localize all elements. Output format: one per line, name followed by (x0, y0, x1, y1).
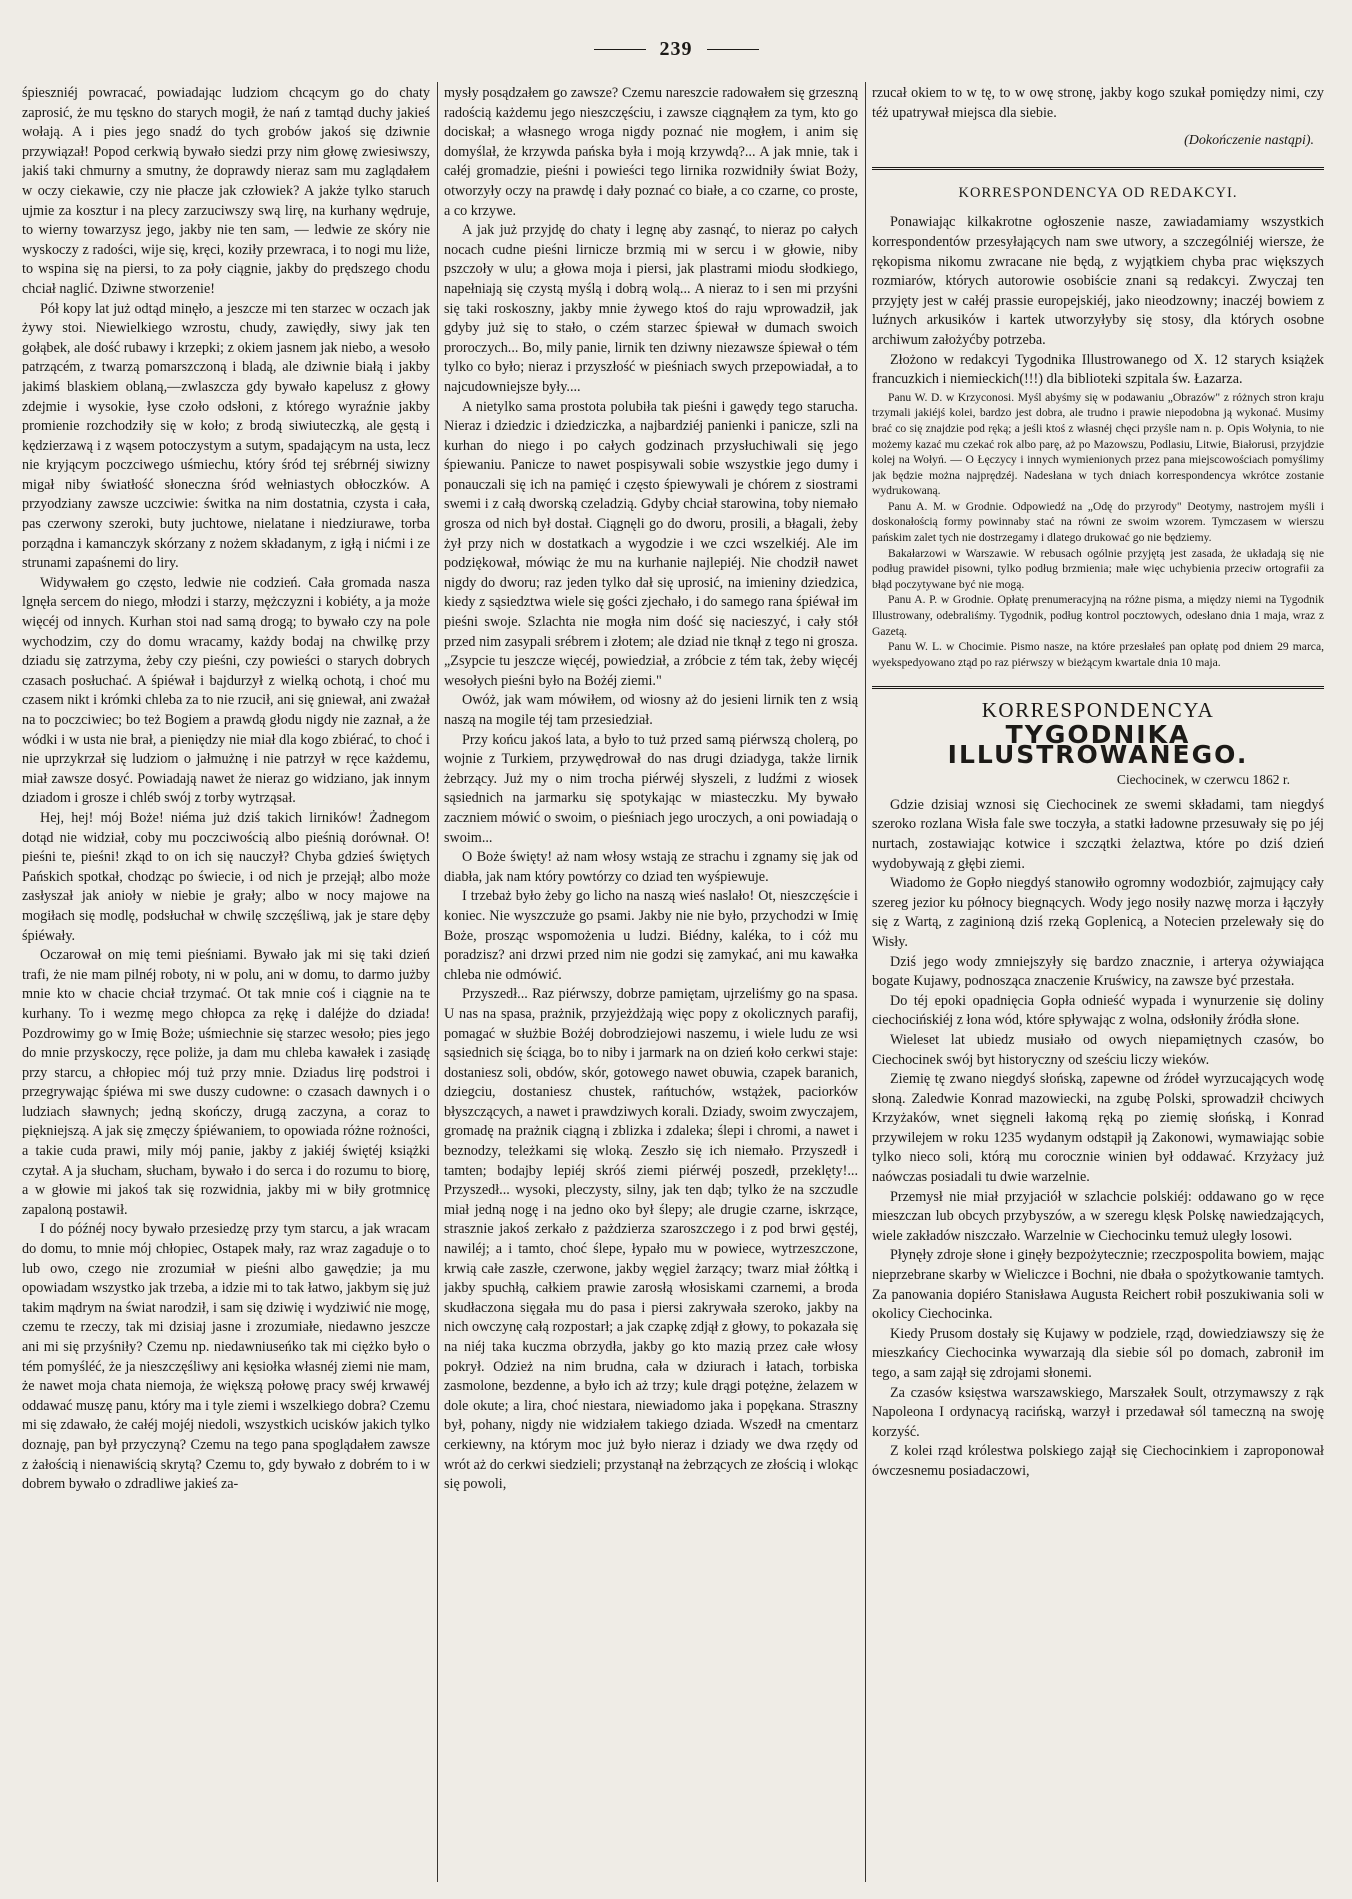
continuation-note: (Dokończenie nastąpi). (1184, 133, 1314, 149)
paragraph: Do téj epoki opadnięcia Gopła odnieść wypada i wynurzenie się doliny ciechocińskiéj z łona wód, które spływając z wolna, odsłoniły źródła słone. (872, 992, 1324, 1029)
paragraph: I trzebaż było żeby go licho na naszą wieś naslało! Ot, nieszczęście i koniec. Nie wyszczuże go psami. Jakby nie nie było, przychodzi w Imię Boże, prosząc wspomożenia u ludzi. Biédny, kaléka, to i cóż mu poradzisz? ani drzwi przed nim nie godzi się zamykać, ani mu kawałka chleba nie odmówić. (444, 888, 858, 983)
reply-item: Panu A. P. w Grodnie. Opłatę prenumeracyjną na różne pisma, a między niemi na Tygodnik Illustrowany, odebraliśmy. Tygodnik, podług kontrol pocztowych, odesłano dnia 1 maja, wraz z Gazetą. (872, 593, 1324, 638)
paragraph: Hej, hej! mój Boże! niéma już dziś takich lirników! Żadnegom dotąd nie widział, coby mu poczciwością albo pieśnią dorównał. O! pieśni te, pieśni! zkąd to on ich się nauczył? Chyba gdzieś świętych Pańskich spotkał, chodząc po świecie, i od nich je przejął; albo może zasłyszał jak anioły w niebie je grały; albo w nocy majowe na mogiłach się modlę, podsłuchał w chwilę szczęśliwą, jak je stare dęby śpiéwały. (22, 809, 430, 944)
reply-item: Panu W. L. w Chocimie. Pismo nasze, na które przesłałeś pan opłatę pod dniem 29 marca, wyekspedyowano ztąd po raz piérwszy w bieżącym kwartale dnia 10 maja. (872, 640, 1324, 669)
reply-item: Panu W. D. w Krzyconosi. Myśl abyśmy się w podawaniu „Obrazów" z różnych stron kraju trzymali jakiéjś kolei, bardzo jest dobra, ale trudno i prawie niepodobna ją wykonać. Musimy brać co się znajdzie pod ręką; a jeśli ktoś z własnéj chęci przyśle nam n. p. Opis Wołynia, to nie możemy kazać mu czekać rok albo parę, aż po Mazowszu, Podlasiu, Litwie, Białorusi, przyjdzie kolej na Wołyń. — O Łęczycy i innych wymienionych przez pana miejscowościach pomyślimy jak będzie można najprędzéj. Nadesłana w tych dniach korrespondencya wkrótce zostanie wydrukowaną. (872, 390, 1324, 498)
section-title-publication: TYGODNIKA ILLUSTROWANEGO. (947, 720, 1249, 769)
paragraph: I do późnéj nocy bywało przesiedzę przy tym starcu, a jak wracam do domu, to mnie mój chłopiec, Ostapek mały, raz wraz zagaduje o to lub owo, czego nie zrozumiał w pieśni albo gawędzie; ja mu opowiadam wszystko jak trzeba, a idzie mi to tak łatwo, jakbym się już takim mądrym na świat narodził, i sam się dziwię i wydziwić nie mogę, czemu te rzeczy, tak mi dzisiaj jasne i zrozumiałe, niedawno jeszcze ani mi się przyśniły? Czemu np. niedawniuseńko tak mi ciężko było o tém pomyśléć, że ja nieszczęśliwy ani kęsiołka własnéj ziemi nie mam, że nawet moja chata niemoja, że większą połowę pracy swéj krwawéj oddawać muszę panu, który ma i tyle ziemi i wszelkiego dobra? Czemu mi się zdawało, że całéj mojéj niedoli, wszystkich ucisków jakich tylko doznaję, pan był przyczyną? Czemu na tego pana spoglądałem zawsze z żałością i nienawiścią skrytą? Czemu to, gdy bywało z dobrém to i w dobrem bywało o zdradliwe jakieś za- (22, 1221, 430, 1493)
paragraph: O Boże święty! aż nam włosy wstają ze strachu i zgnamy się jak od diabła, jak nam który powtórzy co dziad ten wyśpiewuje. (444, 849, 858, 885)
paragraph: A nietylko sama prostota polubiła tak pieśni i gawędy tego staruchа. Nieraz i dziedzic i dziedziczka, a najbardziéj panienki i panicze, szli na kurhan do niego i po całych godzinach przysłuchiwali się jego śpiewaniu. Panicze to nawet pospisywali sobie wszystkie jego dumy i ponauczali się ich na pamięć i często śpiewywali je chórem z siostrami swemi i z całą dworską czeladzią. Gdyby chciał starowina, toby niemało grosza od nich był dostał. Ciągnęli go do dworu, prosili, a błagali, żeby żył przy nich w dostatkach a wygodzie i we czci wszelkiéj. Ale im podziękował, mówiąc że mu na kurhanie najlepiéj. Nie chodził nawet nigdy do dworu; raz jeden tylko dał się uprosić, na imieniny dziedzica, kiedy z sąsiedztwa wiele się gości zjechało, i do samego rana śpiéwał im pieśni swoje. Szlachta nie mogła nim dość się nacieszyć, i cały stół przed nim zasypali srébrem i złotem; ale dziad nie tknął z tego ni grosza. „Zsypcie tu jeszcze więcéj, powiedział, a zróbcie z tém tak, żeby więcéj wesołych pieśni było na Bożéj ziemi." (444, 398, 858, 689)
section-divider (872, 167, 1324, 170)
column-3 (872, 84, 1324, 1884)
reply-item: Bakałarzowi w Warszawie. W rebusach ogólnie przyjętą jest zasada, że układają się nie podług prawideł pisowni, tylko podług brzmienia; małe więc uchybienia przeciw ortografii za błąd poczytywane być nie mogą. (872, 546, 1324, 591)
column-1 (22, 84, 430, 1884)
column-divider-1 (437, 82, 438, 1882)
paragraph: rzucał okiem to w tę, to w owę stronę, jakby kogo szukał pomiędzy nimi, czy téż upatrywał miejsca dla siebie. (872, 85, 1324, 121)
paragraph: Przyszedł... Raz piérwszy, dobrze pamiętam, ujrzeliśmy go na spasa. U nas na spasa, prażnik, przyjeżdżają więc popy z okolicznych parafij, pomagać w służbie Bożéj dobrodziejowi naszemu, i wiele ludu ze wsi sąsiednich się ściąga, bo to niby i jarmark na on dzień koło cerkwi staje: dostaniesz soli, obdów, skór, gotowego nawet obuwia, czapek baranich, dziegciu, dostaniesz chustek, rańtuchów, wstążek, paciorków błyszczących, a nawet i prawdziwych korali. Dziady, swoim zwyczajem, gromadę na prażnik ciągną i zblizka i zdaleka; ślepi i chromi, a nawet i beznodzy, teleżkami się wloką. Zeszło się ich niemało. Przyszedł i tamten; bodajby lepiéj skróś ziemi piérwéj poszedł, przeklęty!... Przyszedł... wysoki, pleczysty, silny, jak ten dąb; tylko że na szczudle miał jedną nogę i na jedno oko był ślepy; ale drugie czarne, iskrzące, strasznie jakoś zerkało z pażdzierza szaroszczego i z pod brwi gęstéj, nawiléj; a i tamto, choć ślepe, łypało mu w powiece, wytrzeszczone, krwią całe zaszłe, czerwone, jakby węgiel żarzący; twarz miał żółtką i jakby spuchłą, całkiem prawie zarosłą włosiskami czarnemi, a broda skudłaczona sięgała mu do pasa i piersi zakrywała szeroko, jakby na nich owczynę całą rozpostarł; a jak czapkę zdjął z głowy, to pokazała się na niéj taka kuczma obrzydła, jakby go kto mazią przez całe włosy pokrył. Odzież na nim brudna, cała w dziurach i łatach, torbiska zasmolone, bezdenne, a było ich aż trzy; kule drągi potężne, żelazem w dole okute; a lira, choć niestara, niewiadomo jaka i popękana. Straszny był, pohany, nigdy nie widziałem takiego dziada. Wszedł na cmentarz cerkiewny, na którym moc już było nieraz i dziady we dwa rzędy od wrót aż do cerkwi siedzieli; przystanął na żebrzących ze złością i wlokąc się powoli, (444, 986, 858, 1493)
paragraph: Wieleset lat ubiedz musiało od owych niepamiętnych czasów, bo Ciechocinek swój byt historyczny od sześciu liczy wieków. (872, 1031, 1324, 1068)
section-divider (872, 686, 1324, 689)
paragraph: Gdzie dzisiaj wznosi się Ciechocinek ze swemi składami, tam niegdyś szeroko rozlana Wisła fale swe toczyła, a statki ładowne przesuwały się po jéj nurtach, zostawiając kotwice i szczątki żelaztwa, które po dziś dzień wydobywają z głębi ziemi. (872, 796, 1324, 872)
correspondent-replies (872, 390, 1324, 671)
paragraph: Ziemię tę zwano niegdyś słońską, zapewne od źródeł wyrzucających wodę słoną. Zaledwie Konrad mazowiecki, na zgubę Polski, sprowadził chciwych Krzyżaków, wnet sięgneli łakomą ręką po ziemię słońską, i Konrad przywilejem w roku 1235 wydanym odstąpił ją Zakonowi, wymawiając sobie tylko nieco soli, którą mu corocznie winien był oddawać. Krzyżacy już naówczas posiadali tu dwie warzelnie. (872, 1071, 1324, 1186)
reply-item: Panu A. M. w Grodnie. Odpowiedź na „Odę do przyrody" Deotymy, nastrojem myśli i doskonałością formy powinnaby stać na równi ze swoim wzorem. Tymczasem w wierszu pańskim zalet tych nie dostrzegamy i dlatego drukować go nie będziemy. (872, 499, 1324, 545)
paragraph: A jak już przyjdę do chaty i legnę aby zasnąć, to nieraz po całych nocach cudne pieśni lirnicze brzmią mi w sercu i w głowie, niby pszczoły w ulu; a głowa moja i piersi, jak plastrami miodu słodkiego, napełniają się czystą myślą i dobrą wolą... A nieraz to i sen mi przyśni się taki roskoszny, jakby mnie żywego ktoś do raju wprowadził, jak gdyby już się to stało, o czém starzec śpiewał w dumach swoich proroczych... Bo, mily panie, lirnik ten dziwny niezawsze śpiewał o tém tylko co było; nieraz i przyszłość w pieśniach swych przepowiadał, a to najcudowniejsze były.... (444, 222, 858, 395)
paragraph: Płynęły zdroje słone i ginęły bezpożytecznie; rzeczpospolita bowiem, mając nieprzebrane skarby w Wieliczce i Bochni, nie dbała o spożytkowanie tamtych. Za panowania dopiéro Stanisława Augusta Reichert robił poszukiwania soli w okolicy Ciechocinka. (872, 1247, 1324, 1323)
paragraph: Oczarował on mię temi pieśniami. Bywało jak mi się taki dzień trafi, że nie mam pilnéj roboty, ni w polu, ani w domu, to darmo jużby mnie kto w chacie chciał trzymać. Ot tak mnie coś i ciągnie na te kurhany. To i wezmę mego chłopca za rękę i daléjże do dziada! Pozdrowimy go w Imię Boże; uśmiechnie się starzec wesoło; pies jego do mnie przyskoczy, ręce poliże, ja dam mu chleba kawałek i zasiądę przy starcu, a chłopiec mój tuż przy mnie. Dziadus lirę podstroi i przegrywając śpiéwa mi swe duszy cudowne: o czasach dawnych i o ludziach sławnych; jedną skończy, drugą zaczyna, a coraz to piękniejszą. A jak się zmęczy śpiéwaniem, to opowiada różne rożności, a takie cuda prawi, mily mój panie, jakby z jakiéj świętéj książki czytał. A ja słucham, słucham, bywało i do serca i do rozumu to biorę, a w głowie mi jakoś tak się rozwidnia, jakby mi w biły grotmnicę zapaloną postawił. (22, 947, 430, 1218)
header-rule-left (594, 49, 646, 50)
paragraph: Wiadomo że Gopło niegdyś stanowiło ogromny wodozbiór, zajmujący cały szereg jezior ku północy biegnących. Wody jego nosiły nazwę morza i łączyły się z Wartą, z zaginioną dziś rzeką Goplenicą, a Notecien przelewały się do Wisły. (872, 875, 1324, 950)
paragraph: Ponawiając kilkakrotne ogłoszenie nasze, zawiadamiamy wszystkich korrespondentów przesyłających nam swe utwory, a szczególniéj wiersze, że rękopisma nikomu zwracane nie będą, z wyjątkiem chyba prac większych rozmiarów, których autorowie osobiście znani są redakcyi. Zwyczaj ten przyjęty jest w całéj prassie europejskiéj, jako nieodzowny; inaczéj bowiem z luźnych arkusików i kartek utworzyłyby się stosy, dla których osobne archiwum założyćby potrzeba. (872, 214, 1324, 348)
paragraph: mysły posądzałem go zawsze? Czemu nareszcie radowałem się grzeszną radością każdemu jego nieszczęściu, i zawsze ciągnąłem za tym, kto go dociskał; a własnego wroga nigdy poznać nie mogłem, i anim się domyślał, że krzywda pańska była i moją krzywdą?... A jak mnie, tak i całéj gromadzie, pieśni i powieści tego lirnika rozwidniły świat Boży, otworzyły oczy na prawdę i dały poznać co białe, a co czarne, co proste, a co krzywe. (444, 85, 858, 219)
paragraph: Z kolei rząd królestwa polskiego zajął się Ciechocinkiem i zaproponował ówczesnemu posiadaczowi, (872, 1443, 1324, 1479)
paragraph: Dziś jego wody zmniejszyły się bardzo znacznie, i arterya ożywiająca bogate Kujawy, podnosząca znaczenie Kruświcy, na zawsze być przestała. (872, 953, 1324, 990)
paragraph: Owóż, jak wam mówiłem, od wiosny aż do jesieni lirnik ten z wsią naszą na mogile téj tam przesiedział. (444, 692, 858, 728)
paragraph: Widywałem go często, ledwie nie codzień. Cała gromada nasza lgnęła sercem do niego, młodzi i starzy, mężczyzni i kobiéty, a ja może więcéj od innych. Kurhan stoi nad samą drogą; to bywało czy na pole wychodzim, czy do domu wracamy, każdy bodaj na chwilkę przy dziadu się zatrzyma, żeby czy pieśni, czy powieści o starych dobrych czasach posłuchać. A śpiéwał i bajdurzył z wielką ochotą, i choć mu czasem nikt i krómki chleba za to nie rzucił, ani się gniewał, ani zważał na to poczciwiec; bo też Bogiem a prawdą głodu nigdy nie zaznał, a że wódki i w usta nie brał, a pieniędzy nie miał dla kogo zbiérać, to choć i nie uprzykrzał się ludziom o jałmużnę i nie patrzył w ręce każdemu, miał zawsze dosyć. Powiadają nawet że nieraz go widziano, jak innym dziadom i grosze i chléb swój z torby wytrząsał. (22, 574, 430, 807)
paragraph: Za czasów księstwa warszawskiego, Marszałek Soult, otrzymawszy z rąk Napoleona I ordynacyą racińską, warzył i przedawał sól tameczną na swoję korzyść. (872, 1384, 1324, 1440)
paragraph: Kiedy Prusom dostały się Kujawy w podziele, rząd, dowiedziawszy się że mieszkańcy Ciechocinka wywarzają dla siebie sól po domach, zabronił im tego, a sam zajął się zdrojami słonemi. (872, 1325, 1324, 1381)
paragraph: Pół kopy lat już odtąd minęło, a jeszcze mi ten starzec w oczach jak żywy stoi. Niewielkiego wzrostu, chudy, zawiędły, siwy jak ten gołąbek, ale dość rubawy i krzepki; z okiem jasnem jak niebo, a wesoło patrzącém, z twarzą pomarszczoną i bladą, ale dziwnie białą i jakby jakimś blaskiem oblaną,—zwlaszcza gdy bywało kapelusz z głowy zdejmie i wysokie, łyse czoło odsłoni, z którego wyraźnie jakby promienie rozchodziły się w koło; z brodą siwiuteczką, ale gęstą i kędzierzawą i z wąsem potoczystym a sutym, spadającym na usta, lecz nie kryjącym poczciwego uśmiechu, który śród tej srébrnéj siwizny migał niby światłość słoneczna śród wełniastych obłoczków. A przyodziany zawsze uczciwie: świtka na nim dostatnia, czysta i cała, pas czerwony szeroki, buty juchtowe, nielatane i niedziurawe, torba porządna i kamanczyk skórzany z nożem składanym, z igłą i nićmi i ze strunami zapaśnemi do liry. (22, 300, 430, 572)
page-number: 239 (659, 37, 693, 60)
dateline: Ciechocinek, w czerwcu 1862 r. (1116, 772, 1290, 788)
page-header (0, 36, 1352, 62)
column-2 (444, 84, 858, 1884)
paragraph: Przemysł nie miał przyjaciół w szlachcie polskiéj: oddawano go w ręce mieszczan lub obcych przybyszów, a w szeregu klęsk Polskę nawiedzających, wiele zakładów niszczało. Warzelnie w Ciechocinku temuż uległy losowi. (872, 1188, 1324, 1244)
paragraph: Złożono w redakcyi Tygodnika Illustrowanego od X. 12 starych książek francuzkich i niemieckich(!!!) dla biblioteki szpitala św. Łazarza. (872, 351, 1324, 388)
paragraph: śpieszniéj powracać, powiadając ludziom chcącym go do chaty zaprosić, że mu tęskno do starych mogił, że nań z tamtąd duchy jakieś wołają. A i pies jego snadź do tych grobów jakoś się dziwnie przywiązał! Popod cerkwią bywało siedzi przy nim głowę zwiesiwszy, jakiś taki chmurny a smutny, że doprawdy nieraz sam mu zaglądałem w oczy ciekawie, czy nie płacze jak człowiek? A jakże tylko staruch ujmie za kosztur i na plecy zarzuciwszy swą lirę, na kurhany wędruje, to wierny towarzysz jego, jakby nie ten sam, — ledwie ze skóry nie wyskoczy z radości, wije się, kręci, koziły przewraca, i to nogi mu liże, to wspina się na piersi, to za poły ciągnie, jakby do prędszego chodu chciał naglić. Dziwne stworzenie! (22, 85, 430, 297)
header-rule-right (707, 49, 759, 50)
paragraph: Przy końcu jakoś lata, a było to tuż przed samą piérwszą cholerą, po wojnie z Turkiem, przywędrował do nas drugi dziadyga, także lirnik żebrzący. Już my o nim trocha piérwéj słyszeli, z ludźmi z wiosek sąsiednich na jarmarku się spotykając w miasteczku. My bywało zaczniem mówić o swoim, o pieśniach jego uroczych, a oni powiadają o swoim... (444, 731, 858, 846)
column-divider-2 (865, 82, 866, 1882)
section-title-editorial: KORRESPONDENCYA OD REDAKCYI. (958, 184, 1238, 201)
section-title-correspondence: KORRESPONDENCYA (981, 698, 1215, 723)
